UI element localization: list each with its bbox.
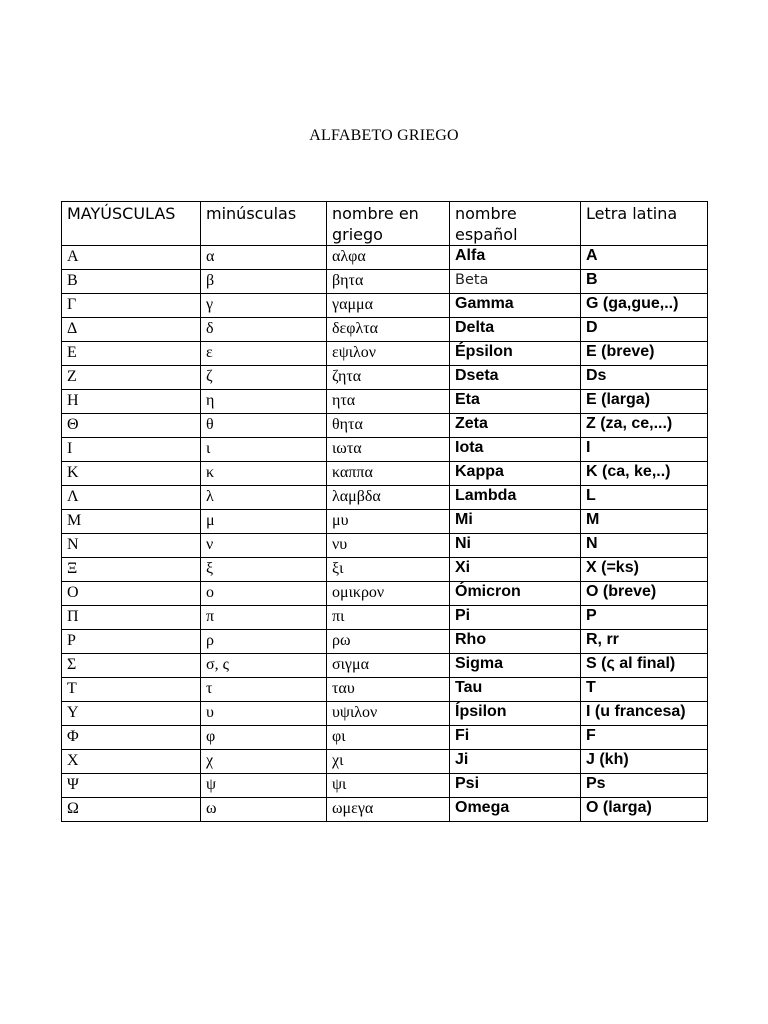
cell-uppercase: Ξ (62, 558, 201, 582)
cell-spanish-name: Lambda (450, 486, 581, 510)
cell-spanish-name: Omega (450, 798, 581, 822)
table-row (62, 750, 708, 774)
cell-uppercase: Φ (62, 726, 201, 750)
cell-lowercase: δ (201, 318, 327, 342)
table-row (62, 486, 708, 510)
cell-latin-letter: Z (za, ce,...) (581, 414, 708, 438)
cell-spanish-name: Sigma (450, 654, 581, 678)
cell-latin-letter: P (581, 606, 708, 630)
cell-latin-letter: K (ca, ke,..) (581, 462, 708, 486)
cell-spanish-name: Psi (450, 774, 581, 798)
cell-greek-name: ωμεγα (327, 798, 450, 822)
cell-uppercase: Σ (62, 654, 201, 678)
cell-spanish-name: Ni (450, 534, 581, 558)
cell-lowercase: φ (201, 726, 327, 750)
cell-greek-name: καππα (327, 462, 450, 486)
cell-spanish-name: Xi (450, 558, 581, 582)
cell-spanish-name: Beta (450, 270, 581, 294)
cell-latin-letter: O (breve) (581, 582, 708, 606)
table-row (62, 342, 708, 366)
table-row (62, 390, 708, 414)
cell-uppercase: Κ (62, 462, 201, 486)
cell-latin-letter: J (kh) (581, 750, 708, 774)
cell-latin-letter: Ds (581, 366, 708, 390)
table-row (62, 510, 708, 534)
cell-lowercase: π (201, 606, 327, 630)
table-row (62, 798, 708, 822)
cell-latin-letter: G (ga,gue,..) (581, 294, 708, 318)
cell-lowercase: χ (201, 750, 327, 774)
cell-spanish-name: Alfa (450, 246, 581, 270)
cell-lowercase: θ (201, 414, 327, 438)
table-row (62, 726, 708, 750)
cell-uppercase: Ψ (62, 774, 201, 798)
cell-lowercase: η (201, 390, 327, 414)
table-row (62, 774, 708, 798)
cell-uppercase: Δ (62, 318, 201, 342)
cell-lowercase: ω (201, 798, 327, 822)
cell-uppercase: Ν (62, 534, 201, 558)
cell-uppercase: Ι (62, 438, 201, 462)
table-row (62, 462, 708, 486)
cell-greek-name: λαμβδα (327, 486, 450, 510)
document-title: ALFABETO GRIEGO (309, 127, 459, 144)
table-row (62, 702, 708, 726)
cell-spanish-name: Rho (450, 630, 581, 654)
cell-uppercase: Ε (62, 342, 201, 366)
cell-greek-name: μυ (327, 510, 450, 534)
cell-latin-letter: S (ς al final) (581, 654, 708, 678)
cell-lowercase: τ (201, 678, 327, 702)
cell-spanish-name: Delta (450, 318, 581, 342)
cell-latin-letter: M (581, 510, 708, 534)
cell-spanish-name: Ji (450, 750, 581, 774)
table-row (62, 630, 708, 654)
cell-spanish-name: Dseta (450, 366, 581, 390)
cell-greek-name: ταυ (327, 678, 450, 702)
table-row (62, 606, 708, 630)
table-row (62, 294, 708, 318)
cell-lowercase: σ, ς (201, 654, 327, 678)
header-mayusculas: MAYÚSCULAS (62, 202, 201, 246)
table-row (62, 438, 708, 462)
cell-greek-name: σιγμα (327, 654, 450, 678)
cell-uppercase: Ω (62, 798, 201, 822)
cell-uppercase: Μ (62, 510, 201, 534)
cell-greek-name: βητα (327, 270, 450, 294)
table-row (62, 366, 708, 390)
cell-latin-letter: L (581, 486, 708, 510)
cell-spanish-name: Tau (450, 678, 581, 702)
cell-greek-name: φι (327, 726, 450, 750)
header-letra-latina: Letra latina (581, 202, 708, 246)
cell-greek-name: γαμμα (327, 294, 450, 318)
cell-latin-letter: A (581, 246, 708, 270)
cell-greek-name: ρω (327, 630, 450, 654)
cell-uppercase: Α (62, 246, 201, 270)
cell-greek-name: εψιλον (327, 342, 450, 366)
cell-latin-letter: O (larga) (581, 798, 708, 822)
cell-lowercase: ζ (201, 366, 327, 390)
cell-latin-letter: D (581, 318, 708, 342)
cell-greek-name: δεφλτα (327, 318, 450, 342)
table-row (62, 558, 708, 582)
table-row (62, 654, 708, 678)
header-nombre-griego: nombre en griego (327, 202, 450, 246)
cell-latin-letter: B (581, 270, 708, 294)
cell-greek-name: ξι (327, 558, 450, 582)
cell-greek-name: ομικρον (327, 582, 450, 606)
cell-greek-name: ψι (327, 774, 450, 798)
cell-greek-name: αλφα (327, 246, 450, 270)
cell-lowercase: ν (201, 534, 327, 558)
table-row (62, 678, 708, 702)
cell-uppercase: Β (62, 270, 201, 294)
cell-lowercase: υ (201, 702, 327, 726)
cell-greek-name: χι (327, 750, 450, 774)
cell-latin-letter: Ps (581, 774, 708, 798)
cell-uppercase: Θ (62, 414, 201, 438)
cell-lowercase: μ (201, 510, 327, 534)
cell-lowercase: λ (201, 486, 327, 510)
cell-spanish-name: Fi (450, 726, 581, 750)
cell-uppercase: Π (62, 606, 201, 630)
cell-uppercase: Χ (62, 750, 201, 774)
header-nombre-espanol: nombre español (450, 202, 581, 246)
cell-latin-letter: X (=ks) (581, 558, 708, 582)
table-header-row (62, 202, 708, 246)
cell-latin-letter: F (581, 726, 708, 750)
cell-spanish-name: Pi (450, 606, 581, 630)
cell-spanish-name: Zeta (450, 414, 581, 438)
cell-greek-name: υψιλον (327, 702, 450, 726)
cell-lowercase: β (201, 270, 327, 294)
cell-uppercase: Υ (62, 702, 201, 726)
cell-uppercase: Ο (62, 582, 201, 606)
cell-spanish-name: Mi (450, 510, 581, 534)
cell-uppercase: Τ (62, 678, 201, 702)
cell-greek-name: ζητα (327, 366, 450, 390)
cell-lowercase: ι (201, 438, 327, 462)
cell-spanish-name: Gamma (450, 294, 581, 318)
cell-spanish-name: Kappa (450, 462, 581, 486)
cell-lowercase: ε (201, 342, 327, 366)
cell-spanish-name: Ómicron (450, 582, 581, 606)
table-row (62, 270, 708, 294)
cell-greek-name: πι (327, 606, 450, 630)
cell-spanish-name: Épsilon (450, 342, 581, 366)
cell-uppercase: Ζ (62, 366, 201, 390)
cell-uppercase: Ρ (62, 630, 201, 654)
cell-spanish-name: Ípsilon (450, 702, 581, 726)
cell-latin-letter: I (u francesa) (581, 702, 708, 726)
cell-latin-letter: T (581, 678, 708, 702)
table-row (62, 318, 708, 342)
cell-lowercase: γ (201, 294, 327, 318)
cell-spanish-name: Iota (450, 438, 581, 462)
cell-greek-name: νυ (327, 534, 450, 558)
table-row (62, 414, 708, 438)
cell-lowercase: ο (201, 582, 327, 606)
cell-lowercase: κ (201, 462, 327, 486)
greek-alphabet-table (61, 201, 708, 822)
cell-lowercase: ρ (201, 630, 327, 654)
cell-greek-name: ιωτα (327, 438, 450, 462)
cell-latin-letter: N (581, 534, 708, 558)
cell-lowercase: ξ (201, 558, 327, 582)
cell-uppercase: Η (62, 390, 201, 414)
cell-spanish-name: Eta (450, 390, 581, 414)
cell-latin-letter: I (581, 438, 708, 462)
table-row (62, 246, 708, 270)
cell-latin-letter: E (breve) (581, 342, 708, 366)
cell-greek-name: ητα (327, 390, 450, 414)
cell-lowercase: ψ (201, 774, 327, 798)
cell-latin-letter: R, rr (581, 630, 708, 654)
table-row (62, 582, 708, 606)
cell-uppercase: Γ (62, 294, 201, 318)
header-minusculas: minúsculas (201, 202, 327, 246)
cell-greek-name: θητα (327, 414, 450, 438)
cell-latin-letter: E (larga) (581, 390, 708, 414)
table-row (62, 534, 708, 558)
cell-uppercase: Λ (62, 486, 201, 510)
cell-lowercase: α (201, 246, 327, 270)
table-body (62, 246, 708, 822)
